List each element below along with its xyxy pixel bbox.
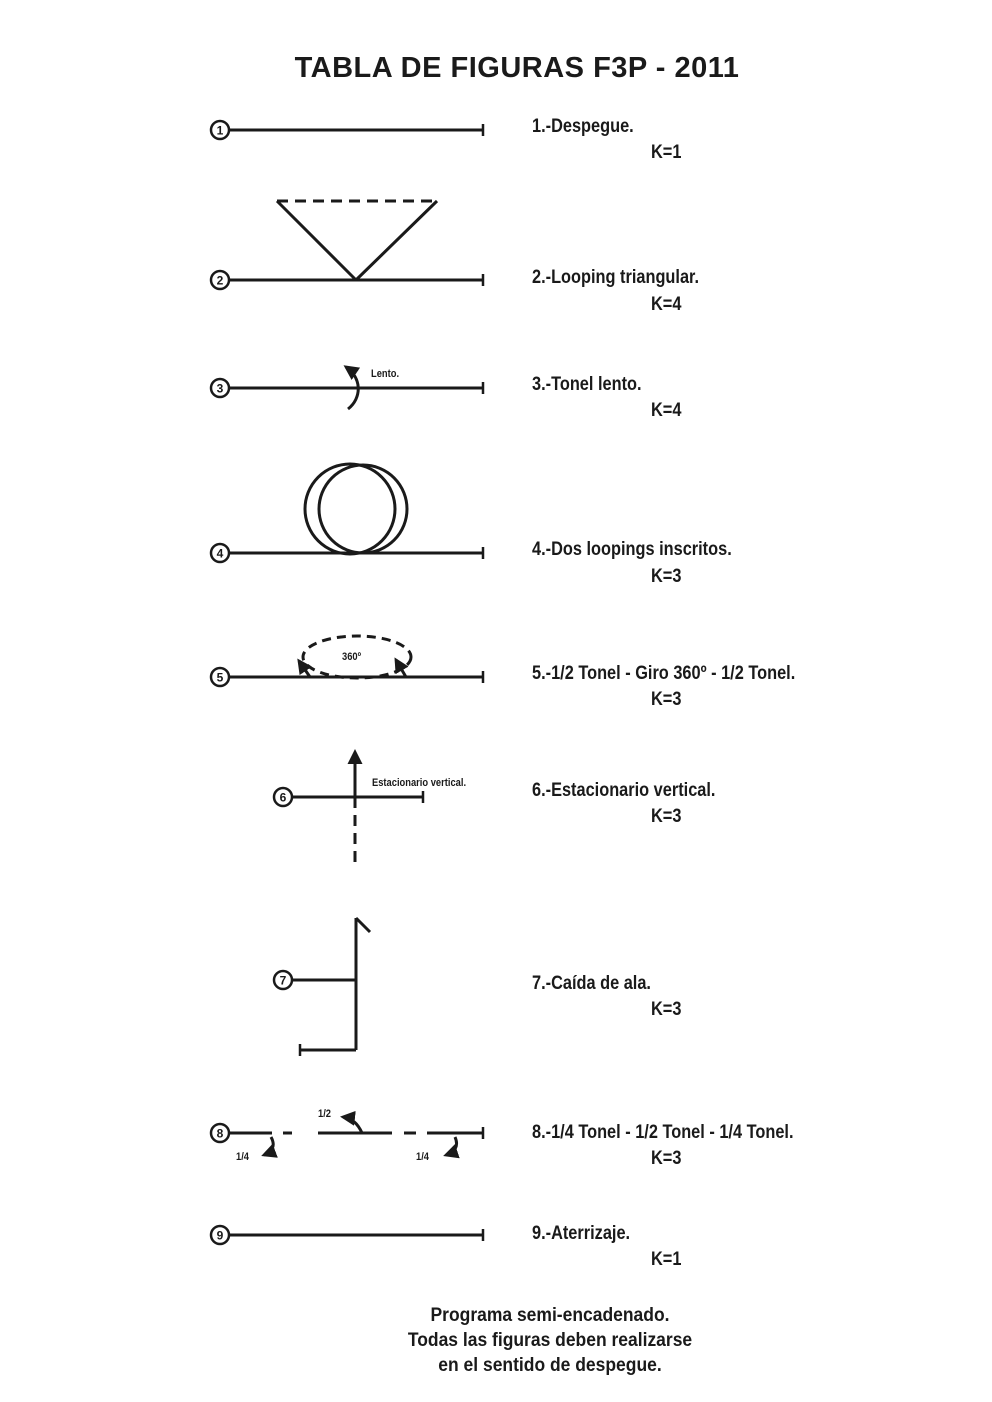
figure-7-k: K=3: [651, 999, 682, 1020]
figure-3-k: K=4: [651, 400, 682, 421]
figure-3-name: 3.-Tonel lento.: [532, 374, 642, 395]
figure-1-name: 1.-Despegue.: [532, 116, 634, 137]
figure-4-k: K=3: [651, 566, 682, 587]
footer-line-1: Programa semi-encadenado.: [430, 1305, 670, 1326]
figure-9-drawing: [229, 1229, 483, 1241]
figure-2-k: K=4: [651, 294, 682, 315]
figure-8-quarter-right-label: 1/4: [416, 1151, 430, 1163]
figure-3-drawing: [229, 367, 483, 409]
figure-3-number: 3: [216, 381, 224, 396]
figure-4-name: 4.-Dos loopings inscritos.: [532, 539, 732, 560]
figure-8-number: 8: [216, 1126, 224, 1141]
figure-5-name: 5.-1/2 Tonel - Giro 360º - 1/2 Tonel.: [532, 663, 796, 684]
figure-8-quarter-left-label: 1/4: [236, 1151, 250, 1163]
figure-7-number: 7: [279, 973, 287, 988]
figure-1-k: K=1: [651, 142, 682, 163]
figure-2-drawing: [229, 201, 483, 286]
footer-line-2: Todas las figuras deben realizarse: [407, 1330, 693, 1351]
figure-7-name: 7.-Caída de ala.: [532, 973, 651, 994]
figure-7-drawing: [292, 918, 370, 1056]
figure-6-hover-label: Estacionario vertical.: [372, 777, 467, 789]
figure-1-drawing: [229, 124, 483, 136]
figure-8-k: K=3: [651, 1148, 682, 1169]
figure-4-drawing: [229, 464, 483, 559]
figure-9-name: 9.-Aterrizaje.: [532, 1223, 631, 1244]
figure-6-drawing: [292, 752, 423, 863]
figure-8-half-label: 1/2: [318, 1108, 332, 1120]
figure-3-slow-label: Lento.: [371, 368, 400, 380]
figure-5-k: K=3: [651, 689, 682, 710]
figure-1-number: 1: [216, 123, 224, 138]
figure-4-number: 4: [216, 546, 224, 561]
footer-note: [300, 1303, 800, 1378]
figure-5-number: 5: [216, 670, 224, 685]
page-title: TABLA DE FIGURAS F3P - 2011: [294, 52, 740, 84]
figure-8-drawing: [229, 1117, 483, 1155]
figure-9-number: 9: [216, 1228, 224, 1243]
figure-6-number: 6: [279, 790, 287, 805]
footer-line-3: en el sentido de despegue.: [438, 1355, 662, 1376]
figure-2-name: 2.-Looping triangular.: [532, 267, 700, 288]
figure-9-k: K=1: [651, 1249, 682, 1270]
figure-6-name: 6.-Estacionario vertical.: [532, 780, 716, 801]
figure-8-name: 8.-1/4 Tonel - 1/2 Tonel - 1/4 Tonel.: [532, 1122, 794, 1143]
figure-6-k: K=3: [651, 806, 682, 827]
figure-5-360-label: 360º: [342, 651, 362, 663]
figure-2-number: 2: [216, 273, 224, 288]
